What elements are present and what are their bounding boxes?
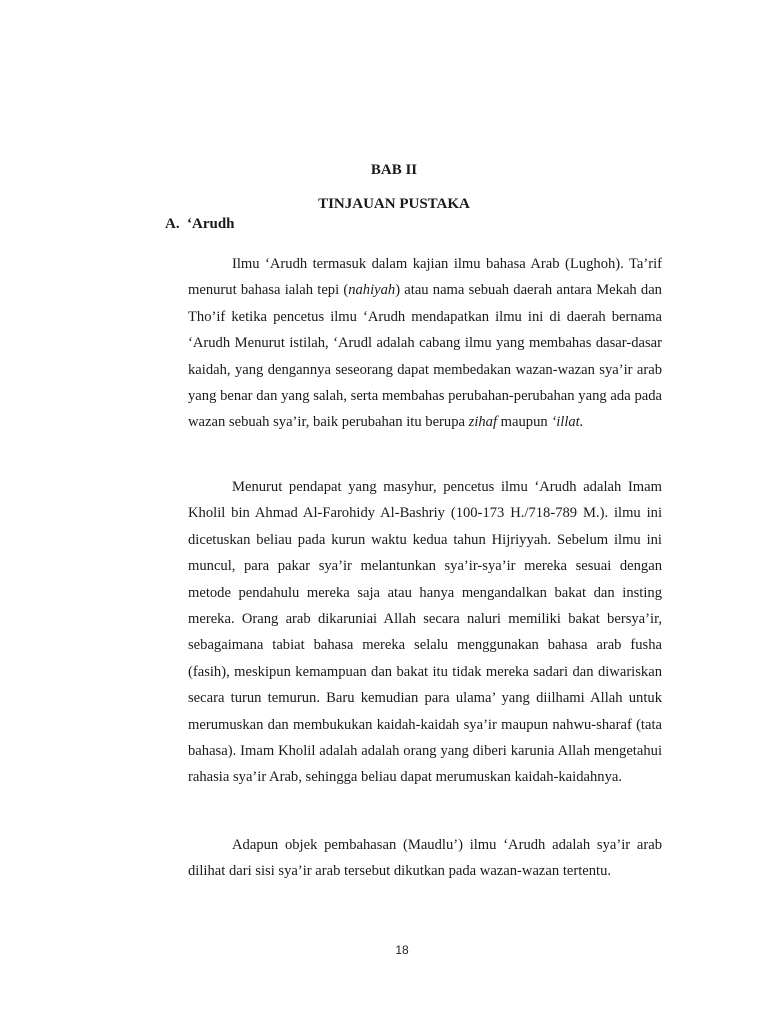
paragraph-1-text-a: Ilmu ‘Arudh termasuk dalam kajian ilmu bahasa Arab (Lughoh). Ta’rif menurut bahasa ialah tepi (	[188, 256, 662, 299]
section-letter: A.	[165, 216, 180, 232]
paragraph-1-text-b: ) atau nama sebuah daerah antara Mekah dan Tho’if ketika pencetus ilmu ‘Arudh mendapatkan ilmu ini di daerah bernama ‘Arudh Menurut istilah, ‘Arudl adalah cabang ilmu yang membahas dasar-dasar kaidah, yang dengannya seseorang dapat membedakan wazan-wazan sya’ir arab yang benar dan yang salah, serta membahas perubahan-perubahan yang ada pada wazan sebuah sya’ir, baik perubahan itu berupa	[188, 282, 662, 431]
paragraph-1-italic-zihaf: zihaf	[468, 414, 498, 431]
chapter-label: BAB II	[370, 162, 418, 178]
section-title: ‘Arudh	[187, 216, 235, 232]
paragraph-3	[188, 832, 662, 885]
paragraph-1	[188, 251, 662, 436]
paragraph-3-text: Adapun objek pembahasan (Maudlu’) ilmu ‘Arudh adalah sya’ir arab dilihat dari sisi sya’ir arab tersebut dikutkan pada wazan-wazan tertentu.	[188, 837, 662, 880]
chapter-title: TINJAUAN PUSTAKA	[318, 196, 470, 212]
paragraph-2-text: Menurut pendapat yang masyhur, pencetus ilmu ‘Arudh adalah Imam Kholil bin Ahmad Al-Farohidy Al-Bashriy (100-173 H./718-789 M.). ilmu ini dicetuskan beliau pada kurun waktu kedua tahun Hijriyyah. Sebelum ilmu ini muncul, para pakar sya’ir melantunkan sya’ir-sya’ir mereka sesuai dengan metode pendahulu mereka saja atau hanya mengandalkan bakat dan insting mereka. Orang arab dikaruniai Allah secara naluri memiliki bakat bersya’ir, sebagaimana tabiat bahasa mereka selalu menggunakan bahasa arab fusha (fasih), meskipun kemampuan dan bakat itu tidak mereka sadari dan diwariskan secara turun temurun. Baru kemudian para ulama’ yang diilhami Allah untuk merumuskan dan membukukan kaidah-kaidah sya’ir maupun nahwu-sharaf (tata bahasa). Imam Kholil adalah adalah orang yang diberi karunia Allah mengetahui rahasia sya’ir Arab, sehingga beliau dapat merumuskan kaidah-kaidahnya.	[188, 479, 662, 786]
paragraph-1-italic-nahiyah: nahiyah	[348, 282, 396, 299]
paragraph-1-italic-illat: ‘illat.	[551, 414, 584, 431]
section-heading	[165, 216, 235, 233]
paragraph-2	[188, 474, 662, 791]
page-number: 18	[395, 943, 409, 957]
paragraph-1-text-c: maupun	[497, 414, 552, 431]
